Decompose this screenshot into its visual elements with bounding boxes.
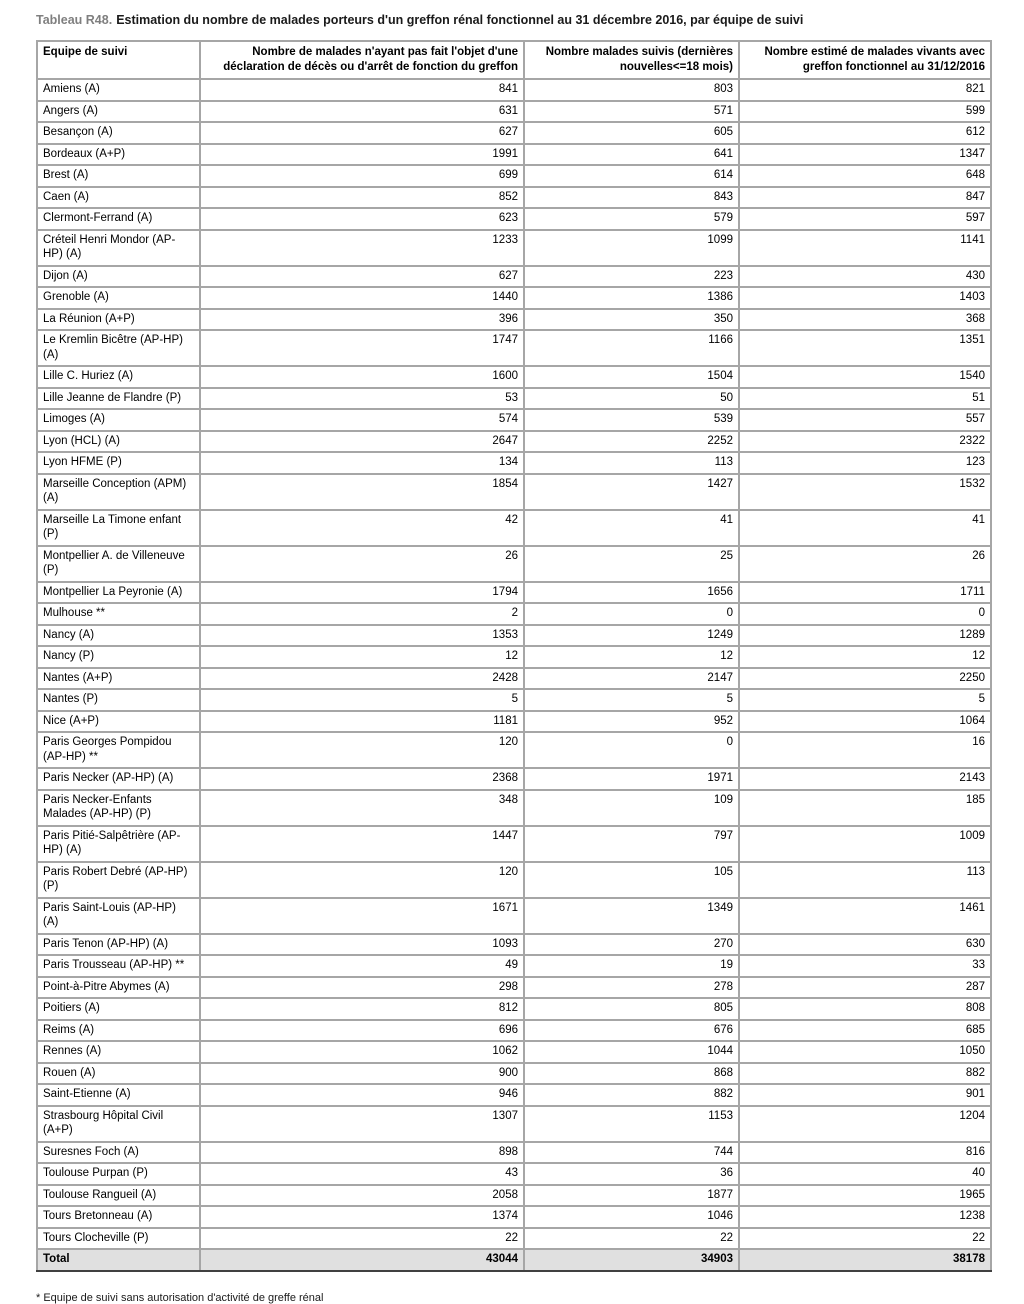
team-cell: Paris Pitié-Salpêtrière (AP-HP) (A) [37, 826, 200, 862]
value-cell: 1854 [200, 474, 524, 510]
value-cell: 1877 [524, 1185, 739, 1207]
team-cell: Rouen (A) [37, 1063, 200, 1085]
team-cell: Paris Saint-Louis (AP-HP) (A) [37, 898, 200, 934]
value-cell: 270 [524, 934, 739, 956]
value-cell: 51 [739, 388, 991, 410]
value-cell: 1062 [200, 1041, 524, 1063]
table-row [37, 1142, 991, 1164]
column-header: Nombre estimé de malades vivants avec greffon fonctionnel au 31/12/2016 [739, 41, 991, 79]
table-row [37, 582, 991, 604]
team-cell: Poitiers (A) [37, 998, 200, 1020]
team-cell: Toulouse Rangueil (A) [37, 1185, 200, 1207]
value-cell: 1461 [739, 898, 991, 934]
value-cell: 631 [200, 101, 524, 123]
team-cell: Nancy (P) [37, 646, 200, 668]
value-cell: 2322 [739, 431, 991, 453]
value-cell: 396 [200, 309, 524, 331]
value-cell: 12 [200, 646, 524, 668]
total-label-cell: Total [37, 1249, 200, 1271]
table-row [37, 144, 991, 166]
column-header: Nombre de malades n'ayant pas fait l'objet d'une déclaration de décès ou d'arrêt de fonction du greffon [200, 41, 524, 79]
value-cell: 350 [524, 309, 739, 331]
value-cell: 5 [739, 689, 991, 711]
table-row [37, 646, 991, 668]
value-cell: 2147 [524, 668, 739, 690]
value-cell: 2368 [200, 768, 524, 790]
value-cell: 1347 [739, 144, 991, 166]
total-value-cell: 43044 [200, 1249, 524, 1271]
value-cell: 1427 [524, 474, 739, 510]
value-cell: 898 [200, 1142, 524, 1164]
value-cell: 2252 [524, 431, 739, 453]
table-row [37, 79, 991, 101]
value-cell: 1166 [524, 330, 739, 366]
value-cell: 1249 [524, 625, 739, 647]
value-cell: 185 [739, 790, 991, 826]
value-cell: 41 [739, 510, 991, 546]
table-row [37, 826, 991, 862]
value-cell: 627 [200, 266, 524, 288]
value-cell: 0 [524, 603, 739, 625]
team-cell: Nantes (A+P) [37, 668, 200, 690]
value-cell: 2647 [200, 431, 524, 453]
team-cell: Paris Necker (AP-HP) (A) [37, 768, 200, 790]
team-cell: Clermont-Ferrand (A) [37, 208, 200, 230]
table-row [37, 790, 991, 826]
value-cell: 41 [524, 510, 739, 546]
team-cell: Dijon (A) [37, 266, 200, 288]
value-cell: 612 [739, 122, 991, 144]
table-row [37, 388, 991, 410]
table-row [37, 510, 991, 546]
value-cell: 134 [200, 452, 524, 474]
team-cell: Rennes (A) [37, 1041, 200, 1063]
value-cell: 539 [524, 409, 739, 431]
value-cell: 1181 [200, 711, 524, 733]
value-cell: 22 [200, 1228, 524, 1250]
team-cell: Lyon (HCL) (A) [37, 431, 200, 453]
team-cell: Tours Clocheville (P) [37, 1228, 200, 1250]
value-cell: 2250 [739, 668, 991, 690]
value-cell: 699 [200, 165, 524, 187]
team-cell: Lille Jeanne de Flandre (P) [37, 388, 200, 410]
table-row [37, 711, 991, 733]
value-cell: 40 [739, 1163, 991, 1185]
value-cell: 1044 [524, 1041, 739, 1063]
value-cell: 1540 [739, 366, 991, 388]
value-cell: 1386 [524, 287, 739, 309]
value-cell: 841 [200, 79, 524, 101]
table-row [37, 409, 991, 431]
value-cell: 113 [739, 862, 991, 898]
table-body [37, 79, 991, 1271]
value-cell: 43 [200, 1163, 524, 1185]
value-cell: 113 [524, 452, 739, 474]
team-cell: Paris Robert Debré (AP-HP) (P) [37, 862, 200, 898]
table-row [37, 1185, 991, 1207]
value-cell: 882 [524, 1084, 739, 1106]
value-cell: 1747 [200, 330, 524, 366]
value-cell: 50 [524, 388, 739, 410]
table-row [37, 1206, 991, 1228]
value-cell: 1440 [200, 287, 524, 309]
value-cell: 808 [739, 998, 991, 1020]
team-cell: Paris Georges Pompidou (AP-HP) ** [37, 732, 200, 768]
value-cell: 1532 [739, 474, 991, 510]
value-cell: 1141 [739, 230, 991, 266]
team-cell: Strasbourg Hôpital Civil (A+P) [37, 1106, 200, 1142]
table-row [37, 1020, 991, 1042]
value-cell: 1307 [200, 1106, 524, 1142]
team-cell: Tours Bretonneau (A) [37, 1206, 200, 1228]
value-cell: 2428 [200, 668, 524, 690]
table-row [37, 862, 991, 898]
value-cell: 676 [524, 1020, 739, 1042]
value-cell: 571 [524, 101, 739, 123]
table-row [37, 266, 991, 288]
team-cell: Paris Trousseau (AP-HP) ** [37, 955, 200, 977]
value-cell: 843 [524, 187, 739, 209]
table-row [37, 1228, 991, 1250]
value-cell: 797 [524, 826, 739, 862]
table-row [37, 101, 991, 123]
team-cell: Bordeaux (A+P) [37, 144, 200, 166]
team-cell: Nantes (P) [37, 689, 200, 711]
value-cell: 816 [739, 1142, 991, 1164]
value-cell: 696 [200, 1020, 524, 1042]
team-cell: Saint-Etienne (A) [37, 1084, 200, 1106]
table-row [37, 934, 991, 956]
value-cell: 1403 [739, 287, 991, 309]
value-cell: 1991 [200, 144, 524, 166]
value-cell: 901 [739, 1084, 991, 1106]
value-cell: 614 [524, 165, 739, 187]
value-cell: 1353 [200, 625, 524, 647]
team-cell: Point-à-Pitre Abymes (A) [37, 977, 200, 999]
team-cell: Nice (A+P) [37, 711, 200, 733]
value-cell: 1009 [739, 826, 991, 862]
table-row [37, 977, 991, 999]
value-cell: 0 [524, 732, 739, 768]
value-cell: 648 [739, 165, 991, 187]
value-cell: 2058 [200, 1185, 524, 1207]
value-cell: 53 [200, 388, 524, 410]
value-cell: 868 [524, 1063, 739, 1085]
value-cell: 627 [200, 122, 524, 144]
value-cell: 803 [524, 79, 739, 101]
column-header: Equipe de suivi [37, 41, 200, 79]
value-cell: 1204 [739, 1106, 991, 1142]
value-cell: 5 [200, 689, 524, 711]
team-cell: Limoges (A) [37, 409, 200, 431]
table-row [37, 998, 991, 1020]
table-row [37, 230, 991, 266]
table-row [37, 732, 991, 768]
value-cell: 744 [524, 1142, 739, 1164]
value-cell: 1671 [200, 898, 524, 934]
table-row [37, 546, 991, 582]
value-cell: 852 [200, 187, 524, 209]
value-cell: 1965 [739, 1185, 991, 1207]
value-cell: 19 [524, 955, 739, 977]
value-cell: 847 [739, 187, 991, 209]
table-row [37, 165, 991, 187]
table-row [37, 452, 991, 474]
value-cell: 298 [200, 977, 524, 999]
value-cell: 1099 [524, 230, 739, 266]
value-cell: 120 [200, 862, 524, 898]
value-cell: 579 [524, 208, 739, 230]
team-cell: Amiens (A) [37, 79, 200, 101]
value-cell: 33 [739, 955, 991, 977]
team-cell: Suresnes Foch (A) [37, 1142, 200, 1164]
team-cell: Reims (A) [37, 1020, 200, 1042]
total-value-cell: 38178 [739, 1249, 991, 1271]
value-cell: 599 [739, 101, 991, 123]
table-row [37, 625, 991, 647]
value-cell: 821 [739, 79, 991, 101]
team-cell: La Réunion (A+P) [37, 309, 200, 331]
value-cell: 49 [200, 955, 524, 977]
value-cell: 946 [200, 1084, 524, 1106]
value-cell: 278 [524, 977, 739, 999]
value-cell: 26 [739, 546, 991, 582]
table-row [37, 187, 991, 209]
page-title [36, 12, 990, 28]
value-cell: 223 [524, 266, 739, 288]
value-cell: 25 [524, 546, 739, 582]
value-cell: 16 [739, 732, 991, 768]
value-cell: 12 [524, 646, 739, 668]
table-row [37, 768, 991, 790]
value-cell: 430 [739, 266, 991, 288]
value-cell: 12 [739, 646, 991, 668]
value-cell: 22 [739, 1228, 991, 1250]
table-row [37, 689, 991, 711]
table-row [37, 898, 991, 934]
value-cell: 2 [200, 603, 524, 625]
value-cell: 0 [739, 603, 991, 625]
table-row [37, 668, 991, 690]
table-row [37, 330, 991, 366]
value-cell: 1064 [739, 711, 991, 733]
team-cell: Lille C. Huriez (A) [37, 366, 200, 388]
value-cell: 1050 [739, 1041, 991, 1063]
team-cell: Marseille Conception (APM) (A) [37, 474, 200, 510]
value-cell: 123 [739, 452, 991, 474]
table-row [37, 122, 991, 144]
value-cell: 812 [200, 998, 524, 1020]
team-cell: Mulhouse ** [37, 603, 200, 625]
table-row [37, 287, 991, 309]
team-cell: Marseille La Timone enfant (P) [37, 510, 200, 546]
table-row [37, 474, 991, 510]
value-cell: 900 [200, 1063, 524, 1085]
column-header: Nombre malades suivis (dernières nouvelles<=18 mois) [524, 41, 739, 79]
value-cell: 1349 [524, 898, 739, 934]
value-cell: 623 [200, 208, 524, 230]
value-cell: 42 [200, 510, 524, 546]
table-row [37, 309, 991, 331]
value-cell: 557 [739, 409, 991, 431]
value-cell: 287 [739, 977, 991, 999]
table-row [37, 208, 991, 230]
team-cell: Créteil Henri Mondor (AP-HP) (A) [37, 230, 200, 266]
value-cell: 1971 [524, 768, 739, 790]
team-cell: Lyon HFME (P) [37, 452, 200, 474]
value-cell: 1351 [739, 330, 991, 366]
value-cell: 605 [524, 122, 739, 144]
team-cell: Toulouse Purpan (P) [37, 1163, 200, 1185]
table-number-label: Tableau R48. [36, 13, 113, 27]
value-cell: 1093 [200, 934, 524, 956]
total-value-cell: 34903 [524, 1249, 739, 1271]
team-cell: Brest (A) [37, 165, 200, 187]
team-cell: Montpellier La Peyronie (A) [37, 582, 200, 604]
value-cell: 120 [200, 732, 524, 768]
value-cell: 1238 [739, 1206, 991, 1228]
value-cell: 22 [524, 1228, 739, 1250]
value-cell: 574 [200, 409, 524, 431]
value-cell: 368 [739, 309, 991, 331]
team-cell: Paris Necker-Enfants Malades (AP-HP) (P) [37, 790, 200, 826]
value-cell: 1233 [200, 230, 524, 266]
team-cell: Besançon (A) [37, 122, 200, 144]
table-row [37, 1041, 991, 1063]
value-cell: 26 [200, 546, 524, 582]
value-cell: 105 [524, 862, 739, 898]
table-row [37, 431, 991, 453]
table-row [37, 603, 991, 625]
value-cell: 952 [524, 711, 739, 733]
table-row [37, 1084, 991, 1106]
value-cell: 1711 [739, 582, 991, 604]
value-cell: 1600 [200, 366, 524, 388]
team-cell: Paris Tenon (AP-HP) (A) [37, 934, 200, 956]
value-cell: 5 [524, 689, 739, 711]
value-cell: 1504 [524, 366, 739, 388]
value-cell: 882 [739, 1063, 991, 1085]
table-row [37, 1063, 991, 1085]
value-cell: 1656 [524, 582, 739, 604]
table-row [37, 1106, 991, 1142]
header-row [37, 41, 991, 79]
team-cell: Angers (A) [37, 101, 200, 123]
total-row [37, 1249, 991, 1271]
followup-teams-table [36, 40, 992, 1272]
table-row [37, 366, 991, 388]
table-title-text: Estimation du nombre de malades porteurs d'un greffon rénal fonctionnel au 31 décembre 2016, par équipe de suivi [116, 13, 804, 27]
team-cell: Grenoble (A) [37, 287, 200, 309]
value-cell: 348 [200, 790, 524, 826]
team-cell: Caen (A) [37, 187, 200, 209]
value-cell: 1289 [739, 625, 991, 647]
value-cell: 1046 [524, 1206, 739, 1228]
value-cell: 36 [524, 1163, 739, 1185]
value-cell: 1153 [524, 1106, 739, 1142]
value-cell: 1374 [200, 1206, 524, 1228]
team-cell: Montpellier A. de Villeneuve (P) [37, 546, 200, 582]
footnote: * Equipe de suivi sans autorisation d'activité de greffe rénal [36, 1291, 324, 1304]
value-cell: 109 [524, 790, 739, 826]
value-cell: 1447 [200, 826, 524, 862]
value-cell: 597 [739, 208, 991, 230]
team-cell: Le Kremlin Bicêtre (AP-HP) (A) [37, 330, 200, 366]
table-row [37, 1163, 991, 1185]
value-cell: 630 [739, 934, 991, 956]
table-row [37, 955, 991, 977]
value-cell: 641 [524, 144, 739, 166]
value-cell: 805 [524, 998, 739, 1020]
team-cell: Nancy (A) [37, 625, 200, 647]
value-cell: 685 [739, 1020, 991, 1042]
value-cell: 2143 [739, 768, 991, 790]
value-cell: 1794 [200, 582, 524, 604]
